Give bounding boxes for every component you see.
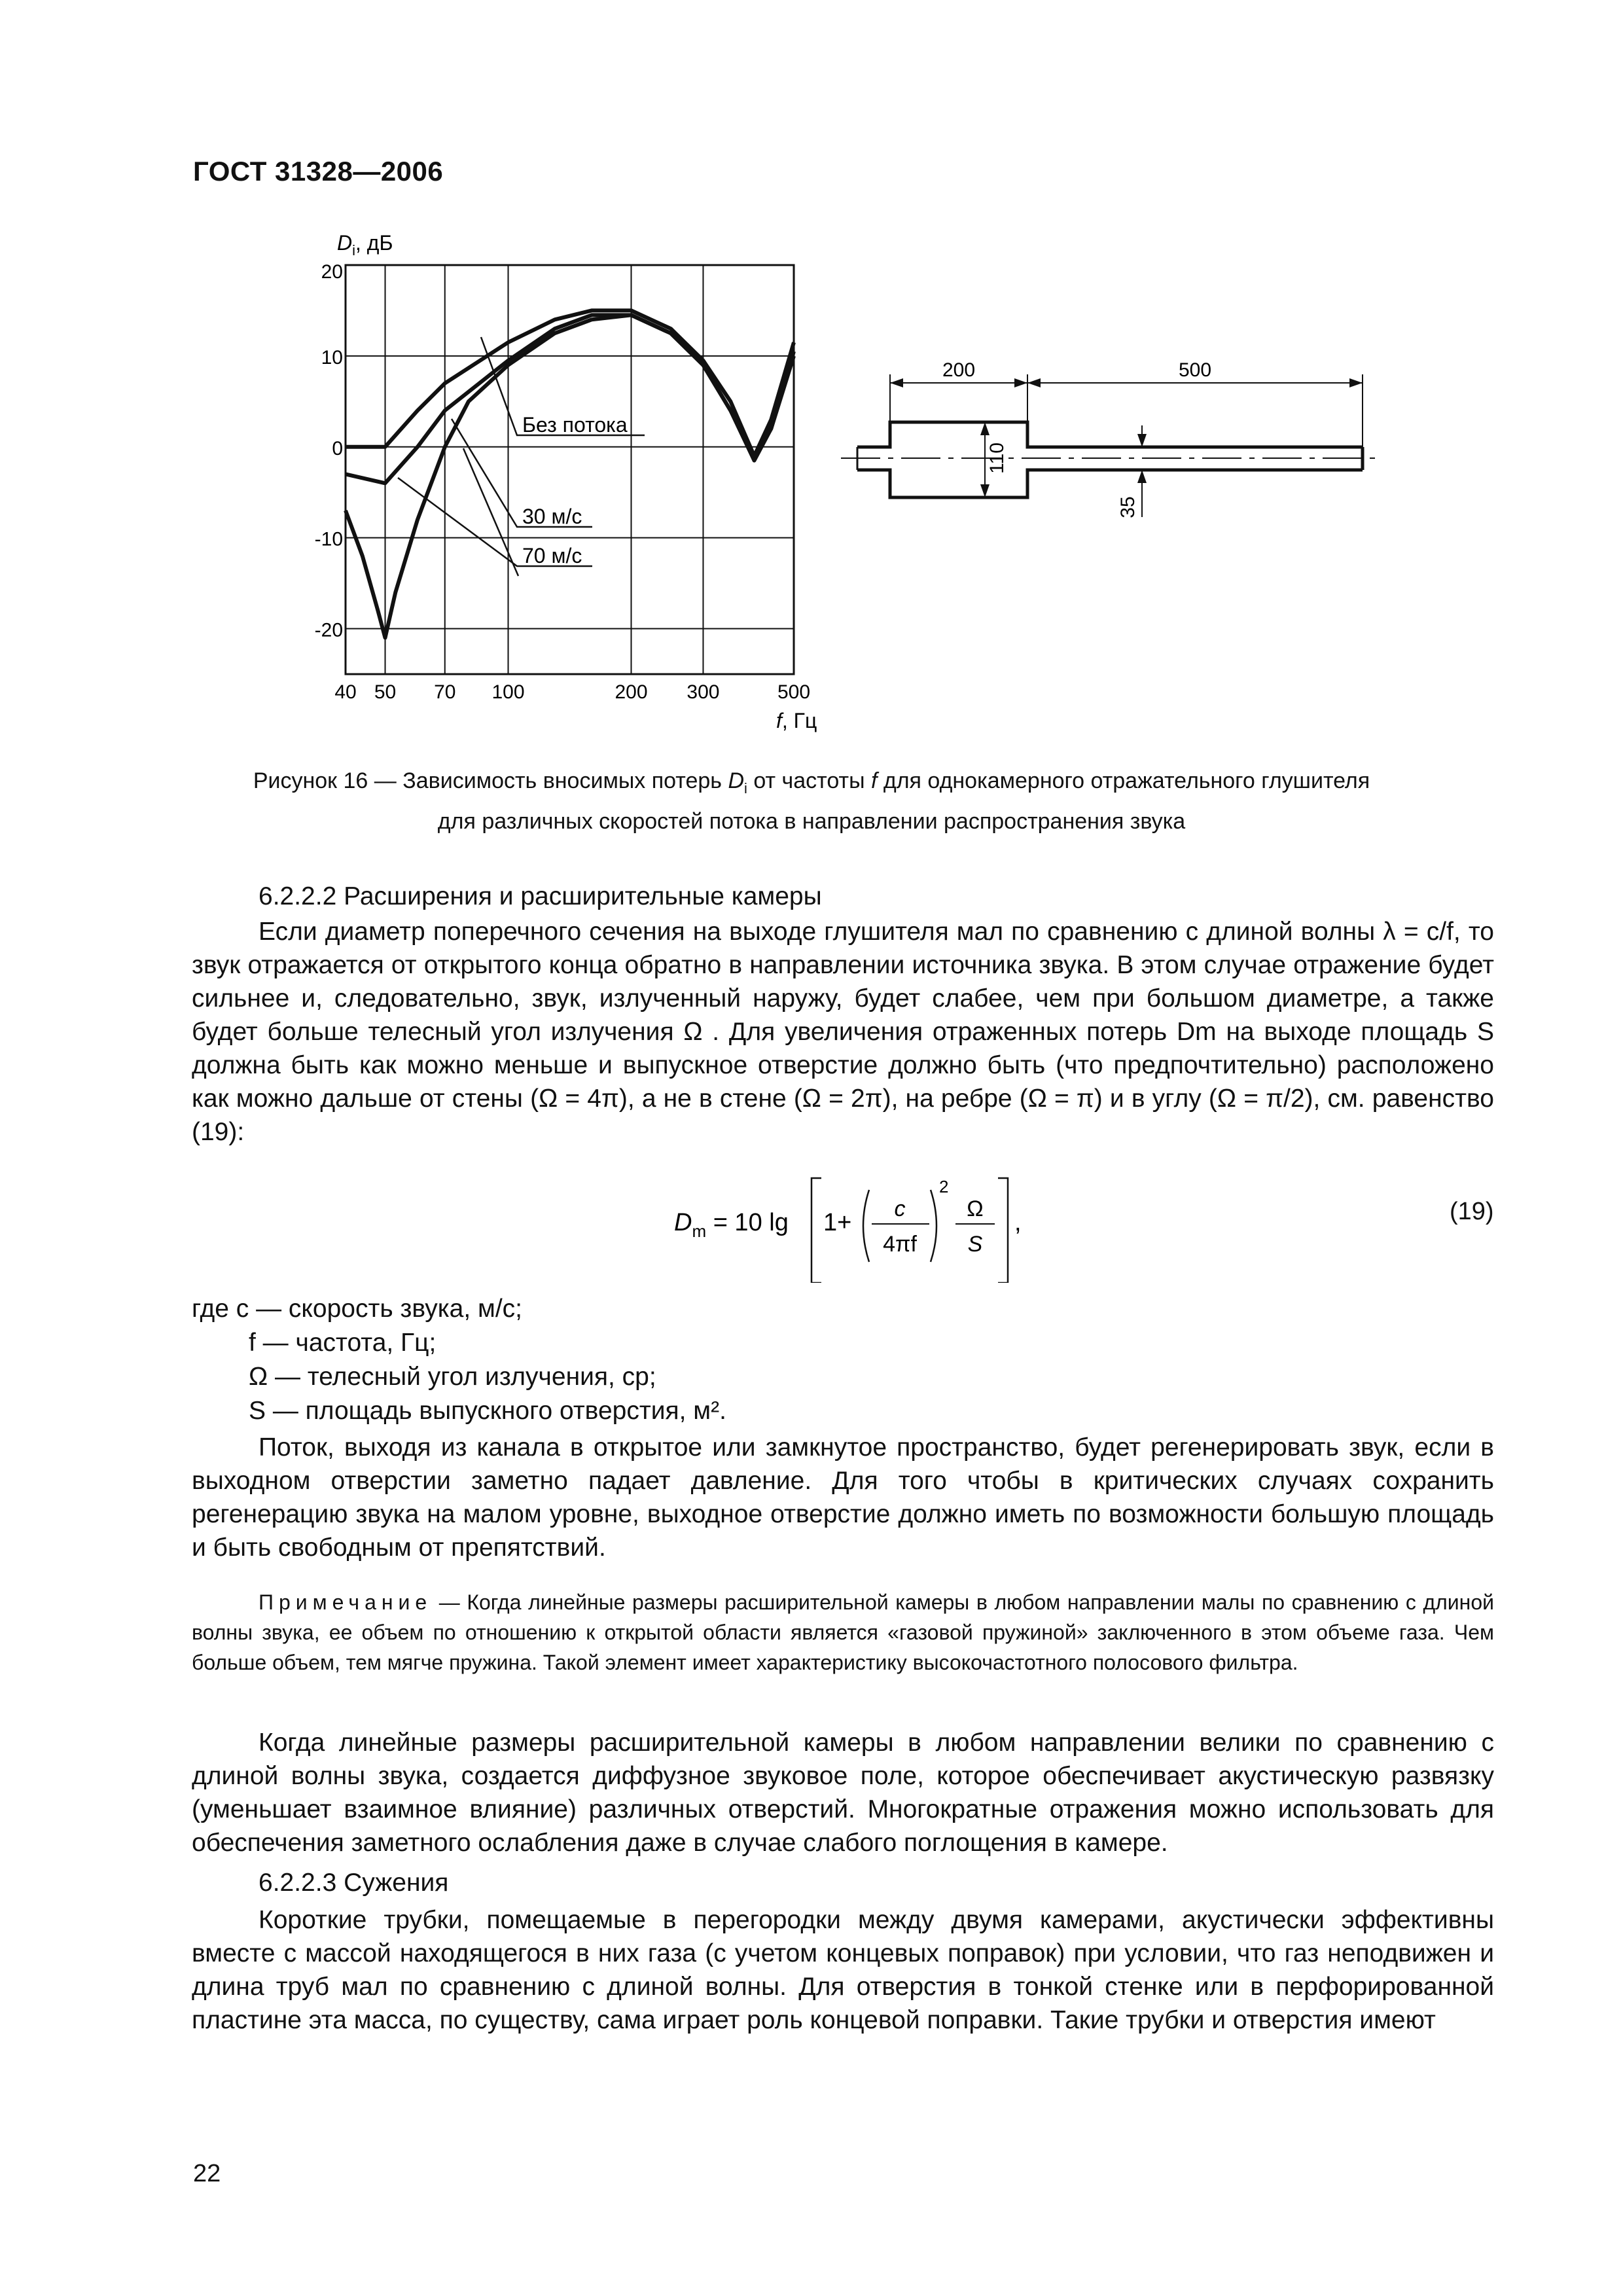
section-6-2-2-3: 6.2.2.3 Сужения: [259, 1869, 449, 1897]
legend-label-30: 30 м/с: [522, 505, 582, 528]
dim-chamber-length: 200: [942, 359, 976, 381]
paragraph-2: Поток, выходя из канала в открытое или замкнутое пространство, будет регенерировать звук, если в выходном отверстии заметно падает давление. Для того чтобы в критических случаях сохранить регенерацию звука на малом уровне, выходное отверстие должно иметь по возможности большую площадь и быть свободным от препятствий.: [192, 1433, 1494, 1562]
svg-text:c: c: [894, 1196, 906, 1221]
svg-text:4πf: 4πf: [883, 1232, 917, 1257]
paragraph-3: Когда линейные размеры расширительной камеры в любом направлении велики по сравнению с длиной волны звука, создается диффузное звуковое поле, которое обеспечивает акустическую развязку (уменьшает взаимное влияние) различных отверстий. Многократные отражения можно использовать для обеспечения заметного ослабления даже в случае слабого поглощения в камере.: [192, 1729, 1494, 1857]
page-number: 22: [193, 2160, 221, 2187]
note: Примечание — Когда линейные размеры расширительной камеры в любом направлении малы по сравнению с длиной волны звука, ее объем по отношению к открытой области является «газовой пружиной» заключенного в этом объеме газа. Чем больше объем, тем мягче пружина. Такой элемент имеет характеристику высокочастотного полосового фильтра.: [192, 1590, 1494, 1674]
x-tick-label: 50: [374, 681, 397, 703]
muffler-diagram: [841, 374, 1381, 517]
where-f: f — частота, Гц;: [249, 1329, 437, 1357]
svg-text:Ω: Ω: [967, 1196, 984, 1221]
figure-caption: Рисунок 16 — Зависимость вносимых потерь $D_i$ от частоты f для однокамерного отражательного глушителя для различных скоростей потока в направлении распространения звука: [253, 768, 1370, 834]
y-tick-label: 10: [321, 346, 343, 368]
series-line-1: [346, 315, 794, 483]
svg-text:,: ,: [1014, 1209, 1022, 1236]
x-axis-label: f, Гц: [776, 709, 817, 732]
formula-number: (19): [1450, 1198, 1494, 1225]
paragraph-4: Короткие трубки, помещаемые в перегородки между двумя камерами, акустически эффективны вместе с массой находящегося в них газа (с учетом концевых поправок) при условии, что газ неподвижен и длина труб мал по сравнению с длиной волны. Для отверстия в тонкой стенке или в перфорированной пластине эта масса, по существу, сама играет роль концевой поправки. Такие трубки и отверстия имеют: [192, 1906, 1494, 2034]
where-c: где c — скорость звука, м/с;: [192, 1295, 523, 1323]
y-tick-label: -20: [314, 619, 343, 641]
x-tick-label: 300: [687, 681, 720, 703]
legend-label-70: 70 м/с: [522, 544, 582, 567]
dim-pipe-length: 500: [1178, 359, 1212, 381]
x-tick-labels: [334, 681, 810, 703]
svg-text:1+: 1+: [823, 1209, 852, 1236]
document-header: ГОСТ 31328—2006: [193, 156, 444, 187]
y-tick-label: 0: [332, 437, 343, 459]
x-tick-label: 500: [777, 681, 811, 703]
y-tick-label: 20: [321, 261, 343, 283]
paragraph-1: Если диаметр поперечного сечения на выходе глушителя мал по сравнению с длиной волны λ = c/f, то звук отражается от открытого конца обратно в направлении источника звука. В этом случае отражение будет сильнее и, следовательно, звук, излученный наружу, будет слабее, чем при большом диаметре, а также будет больше телесный угол излучения Ω . Для увеличения отраженных потерь Dm на выходе площадь S должна быть как можно меньше и выпускное отверстие должно быть (что предпочтительно) расположено как можно дальше от стены (Ω = 4π), а не в стене (Ω = 2π), на ребре (Ω = π) и в углу (Ω = π/2), см. равенство (19):: [192, 918, 1494, 1146]
x-tick-label: 70: [434, 681, 456, 703]
figure-16: [0, 0, 1623, 759]
svg-text:S: S: [967, 1232, 983, 1257]
y-tick-label: -10: [314, 528, 343, 550]
chart-series: [346, 310, 794, 637]
x-tick-label: 200: [615, 681, 648, 703]
x-tick-label: 100: [491, 681, 525, 703]
y-tick-labels: [315, 261, 343, 641]
svg-text:Dm = 10 lg: $D_m = 10$ lg: [674, 1209, 789, 1241]
where-omega: Ω — телесный угол излучения, ср;: [249, 1363, 656, 1391]
dim-pipe-diameter: 35: [1117, 496, 1139, 518]
section-6-2-2-2: 6.2.2.2 Расширения и расширительные камеры: [259, 882, 822, 910]
dimension-arrows: [890, 378, 1363, 497]
formula-19: [674, 1165, 1067, 1283]
legend-label-no-flow: Без потока: [522, 413, 628, 437]
y-axis-label: $D_i$, дБ: [337, 231, 393, 259]
x-tick-label: 40: [334, 681, 357, 703]
dim-chamber-height: 110: [986, 442, 1008, 474]
series-line-2: [346, 315, 794, 637]
where-s: S — площадь выпускного отверстия, м².: [249, 1397, 726, 1425]
legend-leaders: [398, 337, 645, 576]
svg-text:2: 2: [939, 1177, 949, 1196]
